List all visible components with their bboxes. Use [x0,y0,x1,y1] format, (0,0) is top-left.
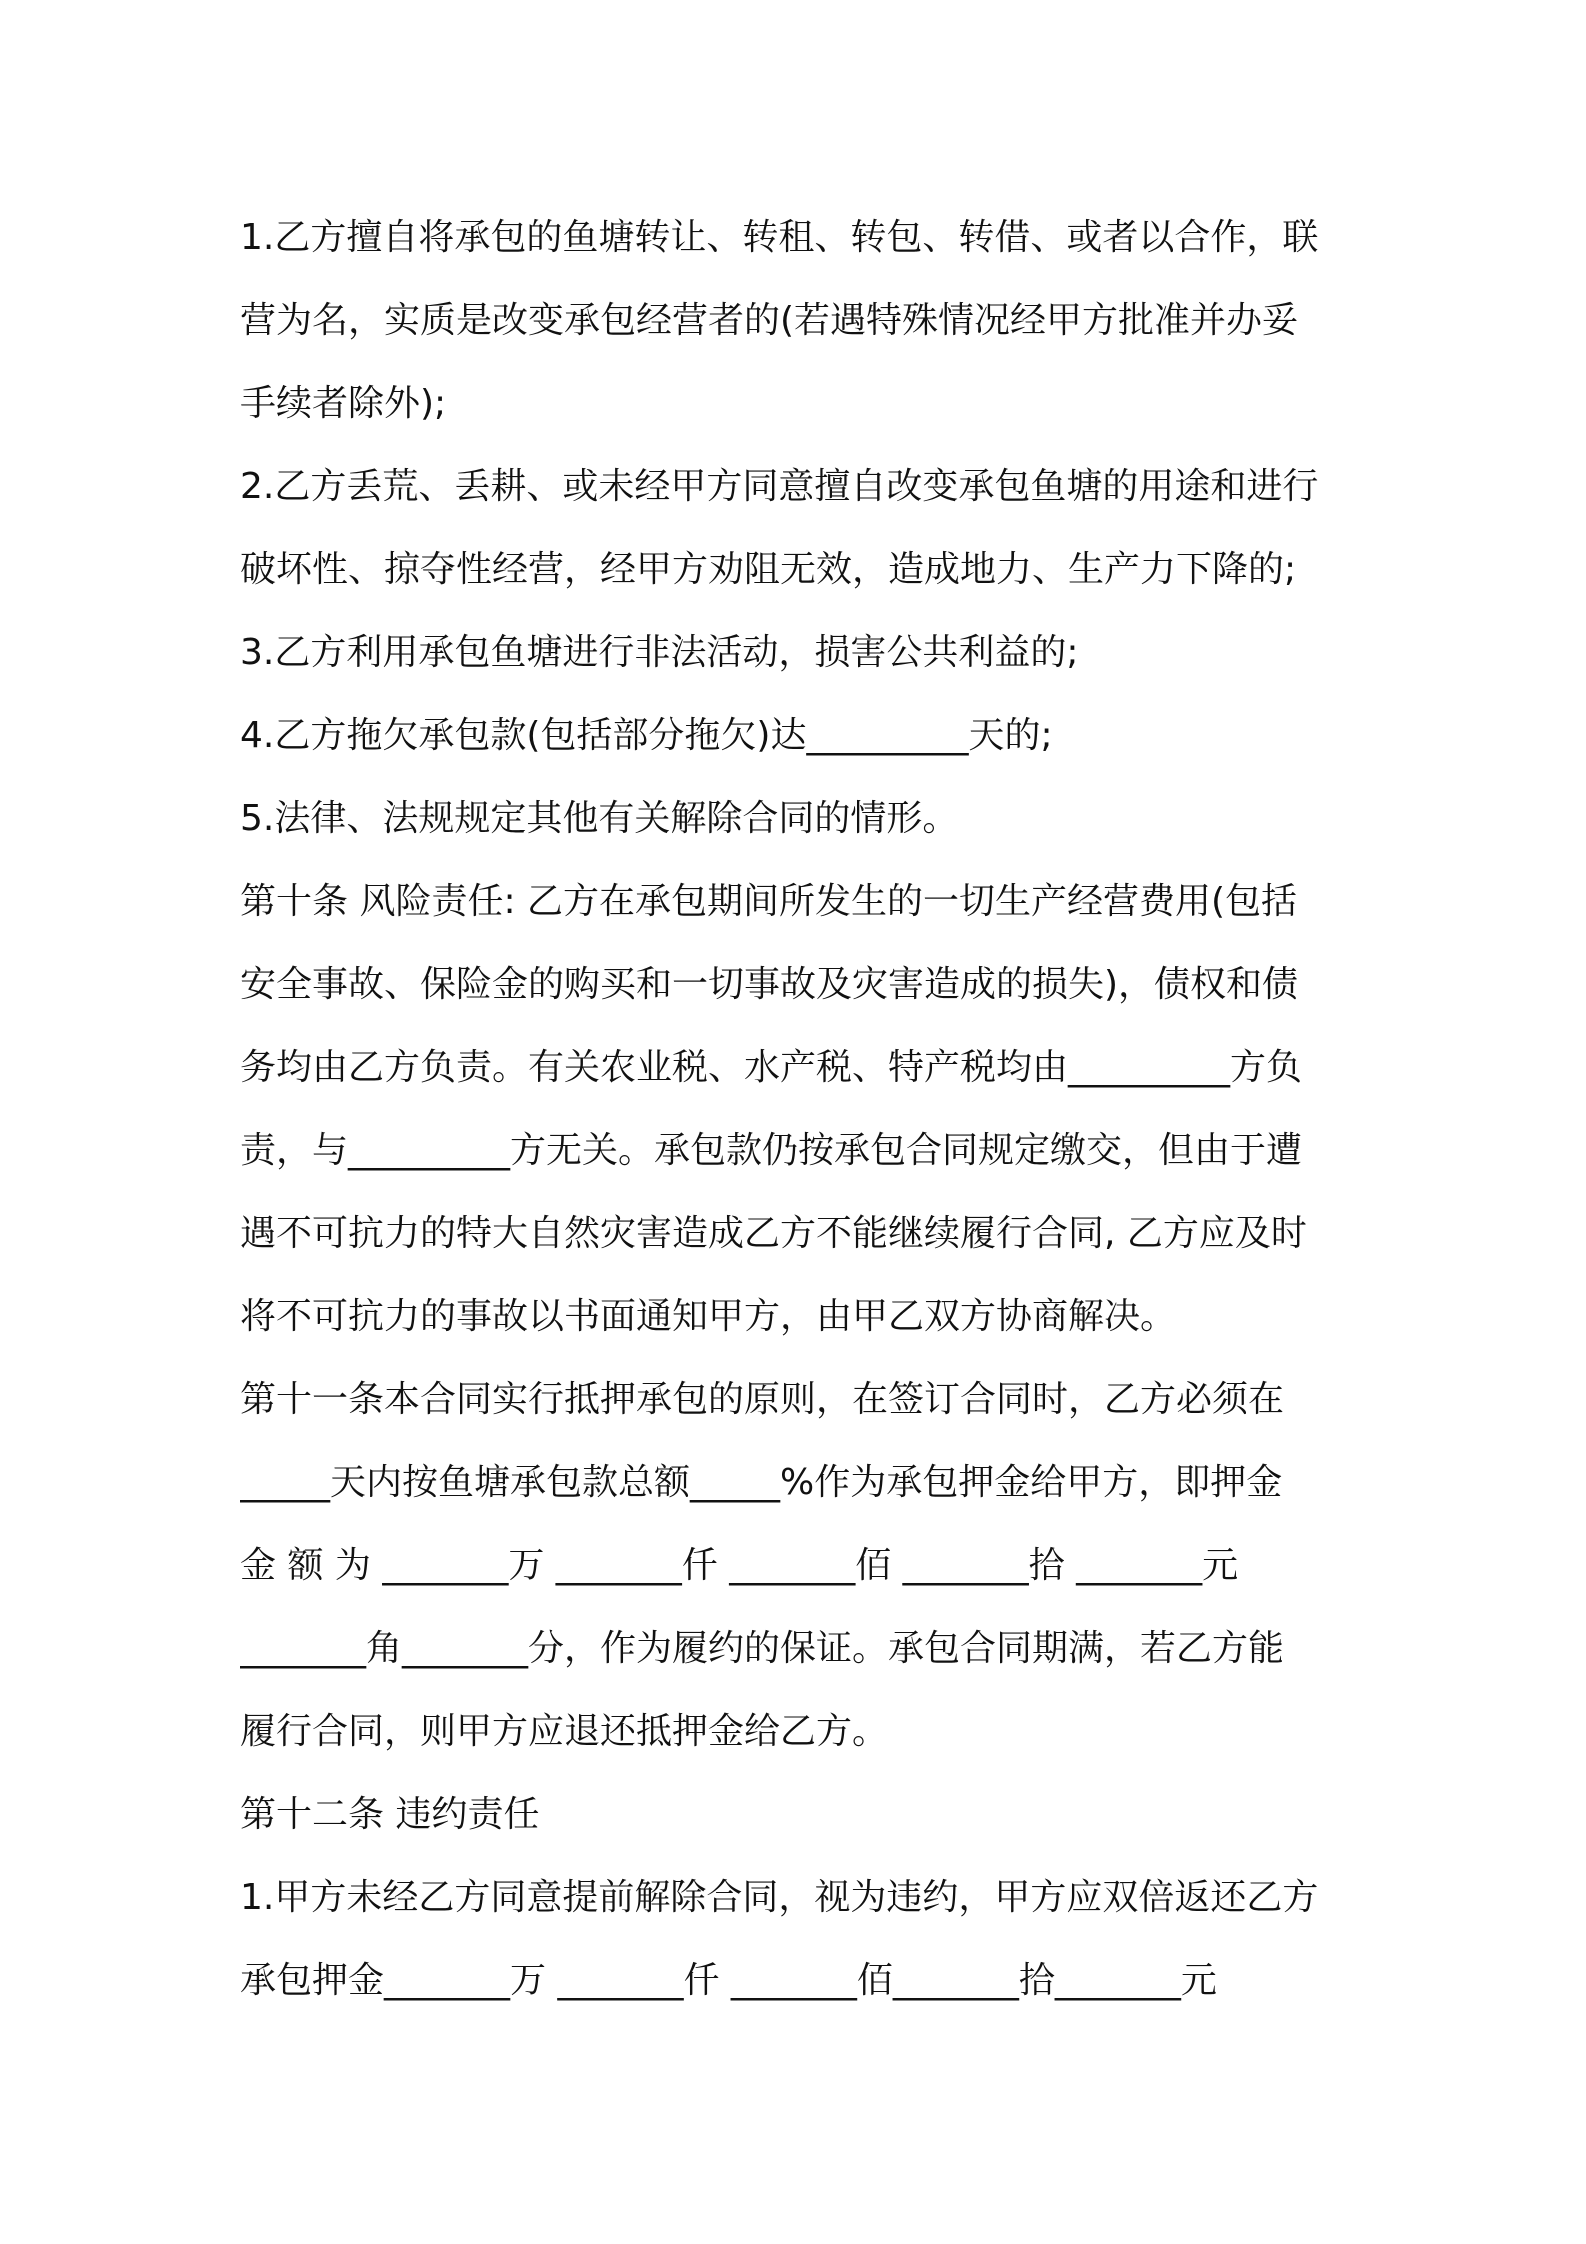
text-line: _____天内按鱼塘承包款总额_____%作为承包押金给甲方，即押金 [240,1462,1283,1503]
text-line: _______角_______分，作为履约的保证。承包合同期满，若乙方能 [240,1628,1285,1669]
text-line: 1.甲方未经乙方同意提前解除合同，视为违约，甲方应双倍返还乙方 [240,1877,1319,1918]
text-line: 承包押金_______万 _______仟 _______佰_______拾_______元 [240,1960,1217,2001]
text-line: 第十二条 违约责任 [240,1794,540,1835]
text-line: 营为名，实质是改变承包经营者的(若遇特殊情况经甲方批准并办妥 [240,300,1299,341]
contract-text [240,196,1350,2022]
text-line: 遇不可抗力的特大自然灾害造成乙方不能继续履行合同, 乙方应及时 [240,1213,1307,1254]
text-line: 4.乙方拖欠承包款(包括部分拖欠)达_________天的; [240,715,1053,756]
text-line: 将不可抗力的事故以书面通知甲方，由甲乙双方协商解决。 [240,1296,1177,1337]
text-line: 1.乙方擅自将承包的鱼塘转让、转租、转包、转借、或者以合作，联 [240,217,1319,258]
text-line: 破坏性、掠夺性经营，经甲方劝阻无效，造成地力、生产力下降的; [240,549,1297,590]
text-line: 责，与_________方无关。承包款仍按承包合同规定缴交，但由于遭 [240,1130,1303,1171]
text-line: 安全事故、保险金的购买和一切事故及灾害造成的损失)，债权和债 [240,964,1299,1005]
text-line: 金 额 为 _______万 _______仟 _______佰 _______拾 _______元 [240,1545,1239,1586]
text-line: 第十条 风险责任: 乙方在承包期间所发生的一切生产经营费用(包括 [240,881,1298,922]
text-line: 履行合同，则甲方应退还抵押金给乙方。 [240,1711,889,1752]
text-line: 5.法律、法规规定其他有关解除合同的情形。 [240,798,959,839]
text-line: 务均由乙方负责。有关农业税、水产税、特产税均由_________方负 [240,1047,1303,1088]
text-line: 第十一条本合同实行抵押承包的原则，在签订合同时，乙方必须在 [240,1379,1285,1420]
text-line: 手续者除外); [240,383,447,424]
text-line: 2.乙方丢荒、丢耕、或未经甲方同意擅自改变承包鱼塘的用途和进行 [240,466,1319,507]
text-line: 3.乙方利用承包鱼塘进行非法活动，损害公共利益的; [240,632,1079,673]
